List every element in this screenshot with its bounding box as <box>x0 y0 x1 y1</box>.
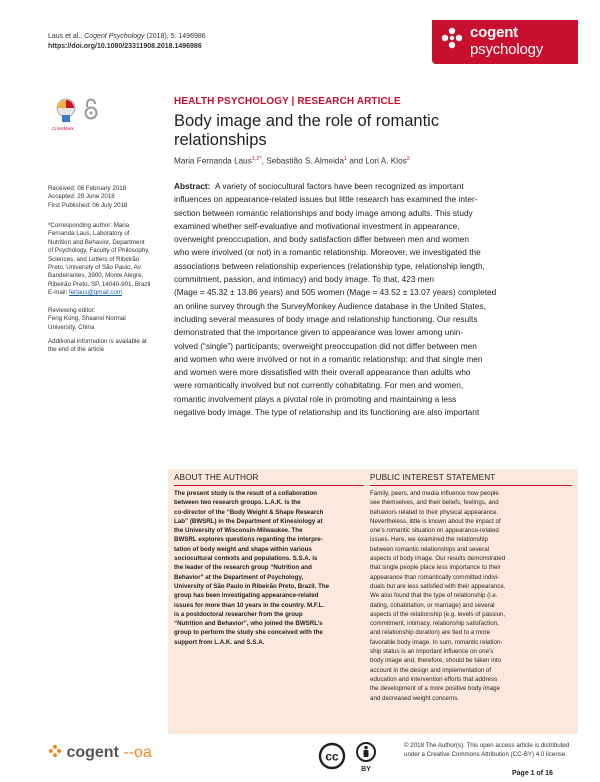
citation-authors: Laus et al., <box>48 33 83 40</box>
public-interest-divider <box>370 485 572 486</box>
abstract-text: A variety of sociocultural factors have been recognized as important <box>215 181 464 191</box>
crossmark-label: CrossMark <box>52 126 74 131</box>
page-number: Page 1 of 16 <box>512 770 553 777</box>
citation-journal: Cogent Psychology <box>84 33 145 40</box>
public-interest-line: favorable body image. In sum, romantic relation- <box>370 638 503 646</box>
doi-link[interactable]: https://doi.org/10.1080/23311908.2018.1496986 <box>48 42 202 50</box>
additional-line: the end of the article <box>48 346 105 354</box>
author-separator: and <box>347 156 366 166</box>
public-interest-line: aspects of the relationship (e.g. levels of passion, <box>370 610 506 618</box>
cc-label: cc <box>325 749 339 764</box>
license-line: Attribution (CC-BY) 4.0 license. <box>481 750 568 758</box>
about-line: co-director of the “Body Weight & Shape Research <box>174 508 324 516</box>
author-name[interactable]: Maria Fernanda Laus <box>174 156 252 166</box>
corresponding-line: Ribeirão Preto, SP, 14040-901, Brazil <box>48 280 151 288</box>
title-line: Body image and the role of romantic <box>174 112 440 130</box>
about-line: is a postdoctoral researcher from the group <box>174 610 303 618</box>
about-line: University of São Paulo in Ribeirão Preto, Brazil. The <box>174 582 330 590</box>
about-line: the University of Wisconsin-Milwaukee. The <box>174 527 303 535</box>
corresponding-author <box>48 222 164 298</box>
public-interest-line: account in the design and implementation of <box>370 666 492 674</box>
public-interest-line: commitment, intimacy, relationship satisfaction, <box>370 620 499 628</box>
title-line: relationships <box>174 131 267 149</box>
about-author-text <box>174 489 366 647</box>
article-title <box>174 112 574 150</box>
author-separator: , <box>261 156 267 166</box>
abstract-line: section between romantic relationships and body image among adults. This study <box>174 207 473 218</box>
corresponding-line: Fernanda Laus, Laboratory of <box>48 230 130 238</box>
first-published-date: First Published: 06 July 2018 <box>48 201 128 209</box>
abstract-line: negative body image. The type of relationship and its functioning are also important <box>174 407 480 418</box>
corresponding-line: Preto, University of São Paulo, Av. <box>48 264 143 272</box>
about-line: support from L.A.K. and S.S.A. <box>174 638 265 646</box>
license-text <box>404 742 576 759</box>
public-interest-line: the development of a more positive body image <box>370 685 501 693</box>
author-name[interactable]: Sebastião S. Almeida <box>266 156 345 166</box>
abstract-line: volved (“single”) participants; overweight preoccupation did not differ between men <box>174 340 477 351</box>
citation-block <box>48 32 206 51</box>
abstract-line: and women who were involved or not in a romantic relationship; and that single men <box>174 353 483 364</box>
public-interest-line: one’s romantic situation on appearance-related <box>370 527 499 535</box>
footer-brand-arrow: -- <box>123 744 135 761</box>
about-line: The present study is the result of a collaboration <box>174 490 318 497</box>
abstract <box>174 180 576 419</box>
editor-line: Feng Kong, Shaanxi Normal <box>48 315 126 323</box>
abstract-line: associations between relationship experiences (relationship type, relationship length, <box>174 260 485 271</box>
public-interest-line: education and intervention efforts that address <box>370 675 498 683</box>
public-interest-line: dating, cohabitation, or marriage) and several <box>370 601 495 609</box>
author-list <box>174 156 410 166</box>
cogent-oa-logo[interactable] <box>48 744 152 762</box>
email-label: E-mail: <box>48 289 68 297</box>
about-line: group has been investigating appearance-related <box>174 592 319 600</box>
author-affiliation: 2 <box>406 156 410 162</box>
editor-line: University, China <box>48 323 95 331</box>
corresponding-line: Nutrition and Behavior, Department <box>48 238 145 246</box>
editor-line: Reviewing editor: <box>48 307 96 314</box>
abstract-line: who were involved (or not) in a romantic relationship. Moreover, we investigated the <box>174 247 481 258</box>
about-line: Behavior” at the Department of Psychology, <box>174 573 304 581</box>
about-line: sociocultural contexts and populations. S.S.A. is <box>174 555 318 563</box>
abstract-line <box>174 180 576 193</box>
public-interest-line: ship status is an important influence on one’s <box>370 648 494 656</box>
article-dates <box>48 185 164 210</box>
about-line: issues for more than 10 years in the country. M.F.L. <box>174 601 325 609</box>
about-line: between two research groups. L.A.K. is the <box>174 499 301 507</box>
abstract-line: including several measures of body image and relationship functioning. Our results <box>174 313 478 324</box>
public-interest-line: appearance than romantically committed indivi- <box>370 573 500 581</box>
abstract-line: and women were more dissatisfied with their overall appearance than adults who <box>174 367 471 378</box>
about-author-title: ABOUT THE AUTHOR <box>174 473 259 482</box>
corresponding-line: *Corresponding author: Maria <box>48 222 130 229</box>
crossmark-icon[interactable] <box>56 98 76 124</box>
abstract-label: Abstract: <box>174 181 211 191</box>
about-line: BWSRL explores questions regarding the interpre- <box>174 536 323 544</box>
about-line: “Nutrition and Behavior”, who joined the BWSRL’s <box>174 620 323 628</box>
public-interest-line: We also found that the type of relationship (i.e. <box>370 592 498 600</box>
footer-brand-suffix: oa <box>134 744 152 761</box>
corresponding-line: Sciences, and Letters of Ribeirão <box>48 255 140 263</box>
accepted-date: Accepted: 29 June 2018 <box>48 193 115 201</box>
logo-text-cogent: cogent <box>470 24 518 41</box>
abstract-line: influences on appearance-related issues but little research has examined the inter- <box>174 194 478 205</box>
public-interest-line: and decreased weight concerns. <box>370 694 460 702</box>
cc-by-license-icon[interactable] <box>318 742 394 774</box>
email-line <box>48 289 164 297</box>
author-affiliation: 1 <box>344 156 348 162</box>
received-date: Received: 08 February 2018 <box>48 185 127 192</box>
abstract-line: were romantically involved but not currently cohabitating. For men and women, <box>174 380 464 391</box>
abstract-line: commitment, passion, and intimacy) and body image. To that, 423 men <box>174 274 434 285</box>
reviewing-editor <box>48 307 164 332</box>
person-icon-body <box>364 750 369 757</box>
abstract-line: demonstrated that the importance given to appearance was lower among unin- <box>174 327 464 338</box>
about-line: the leader of the research group “Nutrition and <box>174 564 312 572</box>
public-interest-line: that single people place less importance to their <box>370 564 501 572</box>
by-label: BY <box>361 766 371 773</box>
footer-brand: cogent <box>66 744 119 761</box>
public-interest-line: issues. Here, we examined the relationship <box>370 536 488 544</box>
section-label: HEALTH PSYCHOLOGY | RESEARCH ARTICLE <box>174 96 401 107</box>
abstract-line: (Mage = 45.32 ± 13.86 years) and 505 women (Mage = 43.52 ± 13.07 years) completed <box>174 287 497 298</box>
additional-line: Additional information is available at <box>48 338 147 345</box>
person-icon-head <box>364 746 368 750</box>
abstract-line: an online survey through the SurveyMonkey Audience database in the United States, <box>174 300 486 311</box>
corresponding-line: Bandeirantes, 3900, Monte Alegre, <box>48 272 144 280</box>
corresponding-line: of Psychology, Faculty of Philosophy, <box>48 247 150 255</box>
public-interest-title: PUBLIC INTEREST STATEMENT <box>370 473 496 482</box>
citation-volume: (2018), 5: 1496986 <box>146 33 206 40</box>
public-interest-line: duals but are less satisfied with their appearance. <box>370 582 506 590</box>
public-interest-line: Family, peers, and media influence how people <box>370 490 499 497</box>
public-interest-line: and relationship duration) are tied to a more <box>370 629 491 637</box>
about-line: group to perform the study she conceived with the <box>174 629 323 637</box>
abstract-line: examined whether self-evaluative and motivational investment in appearance, <box>174 220 460 231</box>
citation-line <box>48 32 206 42</box>
public-interest-line: Nevertheless, little is known about the impact of <box>370 517 501 525</box>
public-interest-line: see themselves, and their beliefs, feelings, and <box>370 499 499 507</box>
additional-info <box>48 338 164 355</box>
open-access-icon <box>84 98 98 120</box>
about-line: tation of body weight and shape within various <box>174 545 312 553</box>
author-affiliation: 1,2* <box>251 156 262 162</box>
logo-text-psychology: psychology <box>470 41 544 58</box>
about-line: Lab” (BWSRL) in the Department of Kinesiology at <box>174 517 323 525</box>
public-interest-text <box>370 489 574 703</box>
email-link[interactable]: ferlaus@gmail.com <box>69 289 123 297</box>
cogent-flower-icon <box>440 26 464 50</box>
author-name[interactable]: Lori A. Klos <box>365 156 407 166</box>
public-interest-line: body image and, therefore, should be taken into <box>370 657 502 665</box>
public-interest-line: aspects of body image. Our results demonstrated <box>370 555 506 563</box>
public-interest-line: behaviors related to their physical appearance. <box>370 508 499 516</box>
about-divider <box>174 485 364 486</box>
abstract-line: overweight preoccupation, and body satisfaction differ between men and women <box>174 234 470 245</box>
public-interest-line: between romantic relationships and several <box>370 545 490 553</box>
cogent-flower-icon <box>48 744 62 758</box>
abstract-line: romantic involvement plays a pivotal role in promoting and maintaining a less <box>174 393 457 404</box>
license-line: © 2018 The Author(s). This open access article is distributed under a Creative Commons <box>404 742 570 758</box>
